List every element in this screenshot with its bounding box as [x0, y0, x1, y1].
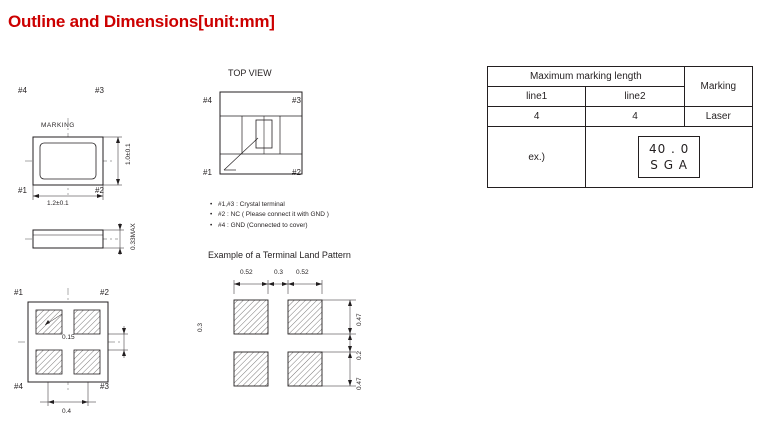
bottom-view-drawing [0, 280, 210, 430]
land-dim-right-2: 0.2 [356, 350, 363, 360]
page-title: Outline and Dimensions[unit:mm] [8, 12, 275, 31]
marking-text: MARKING [41, 122, 75, 129]
table-row [488, 127, 753, 188]
land-dim-right-1: 0.47 [356, 313, 363, 326]
land-dim-top-3: 0.52 [296, 269, 309, 276]
pad-gap-dim: 0.3 [197, 322, 204, 332]
topview-pin-2-label: #2 [292, 168, 301, 177]
outline-pin-3-label: #3 [95, 86, 104, 95]
outline-top-view-drawing [0, 60, 210, 210]
bottom-pin-4-label: #4 [14, 382, 23, 391]
topview-pin-4-label: #4 [203, 96, 212, 105]
marking-example-line1: 40 . 0 [648, 141, 690, 156]
table-value-line1: 4 [488, 107, 586, 127]
table-header-marking: Marking [684, 67, 752, 107]
outline-pin-2-label: #2 [95, 186, 104, 195]
side-thickness-dim: 0.33MAX [130, 223, 137, 250]
marking-example-box [638, 136, 700, 178]
note-item: • #2 : NC ( Please connect it with GND ) [210, 211, 329, 219]
top-view-title: TOP VIEW [228, 68, 272, 78]
note-text: #2 : NC ( Please connect it with GND ) [218, 211, 329, 219]
side-view-drawing [0, 210, 210, 270]
marking-example-line2: S G A [650, 158, 689, 172]
land-dim-top-2: 0.3 [274, 269, 284, 276]
top-view-drawing [200, 82, 330, 192]
outline-pin-4-label: #4 [18, 86, 27, 95]
note-item: • #4 : GND (Connected to cover) [210, 221, 308, 229]
bottom-pin-3-label: #3 [100, 382, 109, 391]
table-example-label: ex.) [488, 127, 586, 188]
outline-pin-1-label: #1 [18, 186, 27, 195]
note-text: #1,#3 : Crystal terminal [218, 201, 285, 208]
table-col-line1: line1 [488, 87, 586, 107]
table-row [488, 67, 753, 87]
terminal-notes [210, 200, 329, 231]
land-dim-top-1: 0.52 [240, 269, 253, 276]
table-value-process: Laser [684, 107, 752, 127]
bottom-width-dim: 0.4 [62, 408, 72, 415]
table-row [488, 107, 753, 127]
topview-pin-3-label: #3 [292, 96, 301, 105]
table-col-line2: line2 [586, 87, 684, 107]
pad-dim-label: 0.15 [62, 334, 75, 341]
topview-pin-1-label: #1 [203, 168, 212, 177]
table-value-line2: 4 [586, 107, 684, 127]
note-text: #4 : GND (Connected to cover) [218, 221, 308, 229]
table-header-max-marking-length: Maximum marking length [488, 67, 685, 87]
land-pattern-drawing [200, 264, 390, 414]
land-pattern-title: Example of a Terminal Land Pattern [208, 250, 351, 260]
land-dim-right-3: 0.47 [356, 377, 363, 390]
table-example-cell [586, 127, 753, 188]
bottom-pin-2-label: #2 [100, 288, 109, 297]
outline-width-dim: 1.2±0.1 [47, 200, 69, 207]
note-item: • #1,#3 : Crystal terminal [210, 201, 285, 208]
outline-height-dim: 1.0±0.1 [125, 143, 132, 165]
marking-table [487, 66, 753, 188]
bottom-pin-1-label: #1 [14, 288, 23, 297]
